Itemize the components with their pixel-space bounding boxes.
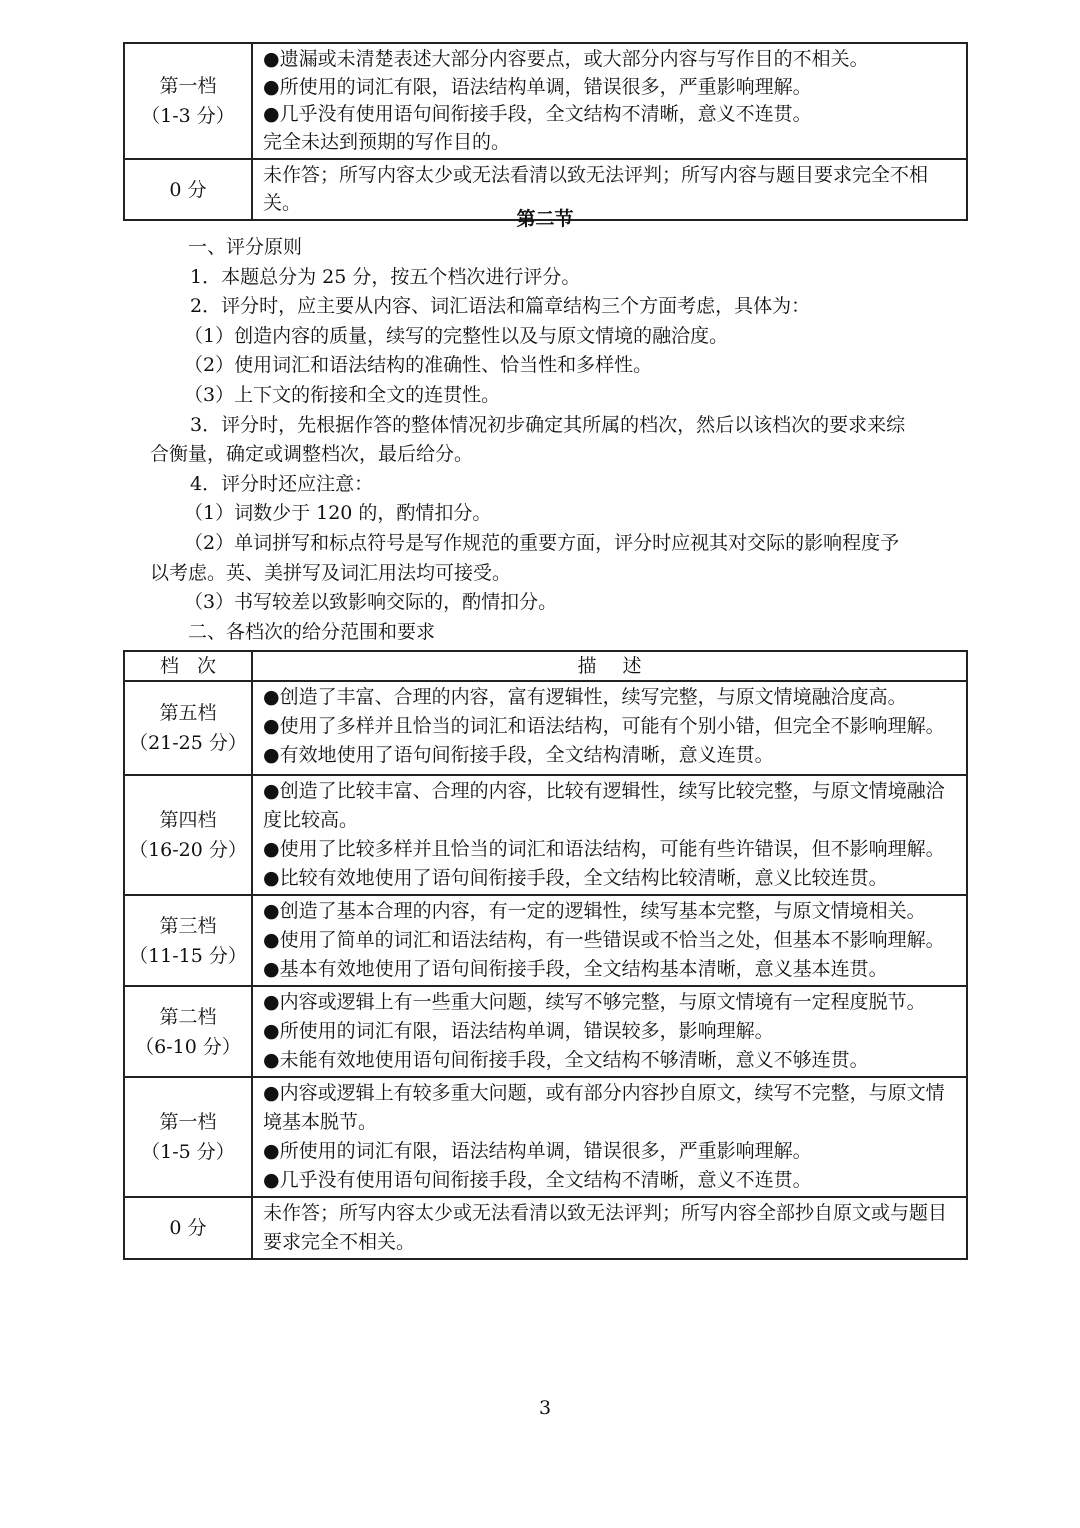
band-name: 第一档 — [159, 75, 217, 97]
band-name: 0 分 — [169, 1217, 207, 1239]
band-range: （1-5 分） — [141, 1141, 235, 1163]
table-row — [124, 1197, 967, 1259]
scoring-table-section2 — [123, 650, 968, 1260]
criterion-line: 完全未达到预期的写作目的。 — [263, 130, 511, 153]
criterion-line: ●所使用的词汇有限，语法结构单调，错误很多，严重影响理解。 — [263, 75, 812, 98]
header-description: 描述 — [252, 651, 967, 681]
table-row — [124, 986, 967, 1077]
criterion-line: 未作答；所写内容太少或无法看清以致无法评判；所写内容与题目要求完全不相关。 — [263, 164, 929, 214]
criterion-line: ●所使用的词汇有限，语法结构单调，错误很多，严重影响理解。 — [263, 1140, 812, 1162]
band-cell — [124, 986, 252, 1077]
header-band: 档次 — [124, 651, 252, 681]
criterion-line: ●使用了多样并且恰当的词汇和语法结构，可能有个别小错，但完全不影响理解。 — [263, 715, 945, 737]
band-name: 0 分 — [169, 178, 207, 201]
band-cell — [124, 1077, 252, 1197]
band-cell — [124, 1197, 252, 1259]
sub-item: （1）创造内容的质量，续写的完整性以及与原文情境的融洽度。 — [184, 324, 729, 347]
sub-item: （3）上下文的衔接和全文的连贯性。 — [184, 383, 501, 406]
heading-principles: 一、评分原则 — [188, 236, 303, 258]
criterion-line: ●有效地使用了语句间衔接手段，全文结构清晰，意义连贯。 — [263, 744, 774, 766]
sub-item: （1）词数少于 120 的，酌情扣分。 — [184, 502, 492, 525]
band-cell — [124, 775, 252, 895]
criterion-line: ●使用了简单的词汇和语法结构，有一些错误或不恰当之处，但基本不影响理解。 — [263, 929, 945, 951]
band-cell — [124, 895, 252, 986]
criterion-line: ●遗漏或未清楚表述大部分内容要点，或大部分内容与写作目的不相关。 — [263, 48, 869, 70]
band-range: （11-15 分） — [129, 944, 247, 967]
band-name: 第三档 — [159, 914, 217, 937]
criterion-line: ●几乎没有使用语句间衔接手段，全文结构不清晰，意义不连贯。 — [263, 103, 812, 125]
criterion-line: 未作答；所写内容太少或无法看清以致无法评判；所写内容全部抄自原文或与题目要求完全不相关。 — [263, 1202, 948, 1253]
description-cell — [252, 43, 967, 159]
description-cell — [252, 1077, 967, 1197]
heading-bands: 二、各档次的给分范围和要求 — [188, 620, 436, 643]
paragraph: 1．本题总分为 25 分，按五个档次进行评分。 — [190, 265, 581, 288]
band-name: 第一档 — [159, 1111, 217, 1133]
criterion-line: ●内容或逻辑上有较多重大问题，或有部分内容抄自原文，续写不完整，与原文情境基本脱节。 — [263, 1082, 945, 1133]
criterion-line: ●所使用的词汇有限，语法结构单调，错误较多，影响理解。 — [263, 1020, 774, 1042]
description-cell — [252, 1197, 967, 1259]
table-row — [124, 775, 967, 895]
section-title: 第二节 — [516, 208, 574, 230]
band-name: 第五档 — [159, 702, 217, 724]
scoring-table-section1 — [123, 42, 968, 221]
sub-item: （2）使用词汇和语法结构的准确性、恰当性和多样性。 — [184, 354, 653, 377]
page-number: 3 — [538, 1397, 552, 1419]
criterion-line: ●内容或逻辑上有一些重大问题，续写不够完整，与原文情境有一定程度脱节。 — [263, 991, 926, 1013]
criterion-line: ●未能有效地使用语句间衔接手段，全文结构不够清晰，意义不够连贯。 — [263, 1049, 869, 1071]
criterion-line: ●基本有效地使用了语句间衔接手段，全文结构基本清晰，意义基本连贯。 — [263, 958, 888, 980]
band-cell — [124, 43, 252, 159]
description-cell — [252, 681, 967, 775]
criterion-line: ●创造了基本合理的内容，有一定的逻辑性，续写基本完整，与原文情境相关。 — [263, 900, 926, 922]
band-range: （1-3 分） — [141, 105, 235, 127]
criterion-line: ●几乎没有使用语句间衔接手段，全文结构不清晰，意义不连贯。 — [263, 1169, 812, 1191]
table-row — [124, 43, 967, 159]
table-row — [124, 895, 967, 986]
criterion-line: ●使用了比较多样并且恰当的词汇和语法结构，可能有些许错误，但不影响理解。 — [263, 838, 945, 860]
table-row — [124, 1077, 967, 1197]
band-range: （6-10 分） — [135, 1035, 241, 1058]
criterion-line: ●创造了比较丰富、合理的内容，比较有逻辑性，续写比较完整，与原文情境融洽度比较高。 — [263, 780, 945, 831]
paragraph: 3．评分时，先根据作答的整体情况初步确定其所属的档次，然后以该档次的要求来综 — [190, 413, 906, 436]
criterion-line: ●创造了丰富、合理的内容，富有逻辑性，续写完整，与原文情境融洽度高。 — [263, 686, 907, 708]
band-range: （21-25 分） — [129, 732, 247, 754]
scoring-principles — [150, 233, 950, 647]
table-header-row — [124, 651, 967, 681]
band-cell — [124, 681, 252, 775]
sub-item: （2）单词拼写和标点符号是写作规范的重要方面，评分时应视其对交际的影响程度予 — [184, 531, 900, 554]
paragraph-continuation: 合衡量，确定或调整档次，最后给分。 — [150, 443, 474, 466]
paragraph: 2．评分时，应主要从内容、词汇语法和篇章结构三个方面考虑，具体为： — [190, 295, 811, 318]
band-name: 第二档 — [159, 1005, 217, 1028]
paragraph-continuation: 以考虑。英、美拼写及词汇用法均可接受。 — [150, 561, 512, 584]
table-row — [124, 681, 967, 775]
paragraph: 4．评分时还应注意： — [190, 472, 374, 495]
description-cell — [252, 895, 967, 986]
criterion-line: ●比较有效地使用了语句间衔接手段，全文结构比较清晰，意义比较连贯。 — [263, 867, 888, 889]
description-cell — [252, 986, 967, 1077]
band-range: （16-20 分） — [129, 839, 247, 861]
sub-item: （3）书写较差以致影响交际的，酌情扣分。 — [184, 591, 558, 614]
description-cell — [252, 775, 967, 895]
band-name: 第四档 — [159, 809, 217, 831]
